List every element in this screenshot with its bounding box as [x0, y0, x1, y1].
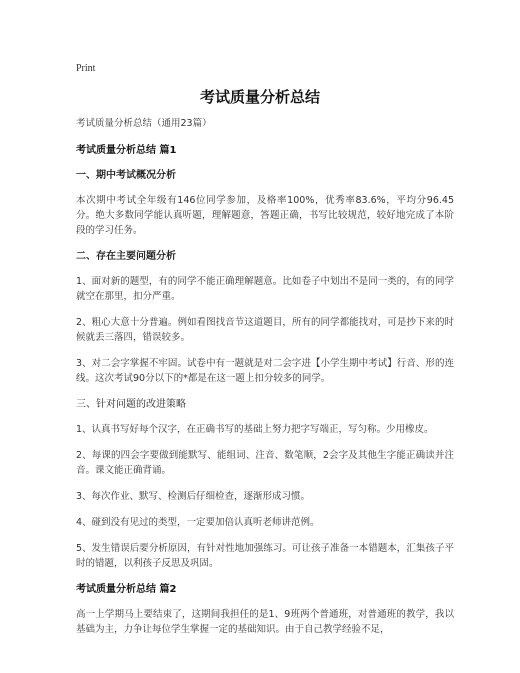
article-1-heading: 考试质量分析总结 篇1 [76, 145, 177, 156]
article-2-heading: 考试质量分析总结 篇2 [76, 584, 177, 595]
strategy-item: 1、认真书写好每个汉字，在正确书写的基础上努力把字写端正，写匀称。少用橡皮。 [76, 424, 434, 435]
strategy-item: 2、每课的四会字要做到能默写、能组词、注音、数笔顺，2会字及其他生字能正确读并注音。课文能正确背诵。 [76, 450, 454, 476]
article-2-paragraph: 高一上学期马上要结束了，这期间我担任的是1、9班两个普通班，对普通班的教学，我以基础为主，力争让每位学生掌握一定的基础知识。由于自己教学经验不足， [76, 609, 454, 635]
problem-item: 3、对二会字掌握不牢固。试卷中有一题就是对二会字进【小学生期中考试】行音、形的连线。这次考试90分以下的*都是在这一题上扣分较多的同学。 [76, 358, 454, 384]
strategy-item: 5、发生错误后要分析原因，有针对性地加强练习。可让孩子准备一本错题本，汇集孩子平时的错题，以利孩子反思及巩固。 [76, 543, 454, 569]
article-subtitle: 考试质量分析总结（通用23篇） [76, 118, 212, 129]
strategy-item: 3、每次作业、默写、检测后仔细检查，逐渐形成习惯。 [76, 491, 311, 502]
problem-item: 1、面对新的题型，有的同学不能正确理解题意。比如卷子中划出不是同一类的，有的同学就空在那里，扣分严重。 [76, 276, 454, 302]
article-body [76, 116, 454, 648]
problem-item: 2、粗心大意十分普遍。例如看图找音节这道题目，所有的同学都能找对，可是抄下来的时候就丢三落四，错误较多。 [76, 317, 454, 343]
section-1-paragraph: 本次期中考试全年级有146位同学参加，及格率100%，优秀率83.6%，平均分96.45分。绝大多数同学能认真听题，理解题意，答题正确，书写比较规范，较好地完成了本阶段的学习任务。 [76, 195, 454, 236]
strategy-item: 4、碰到没有见过的类型，一定要加倍认真听老师讲范例。 [76, 517, 320, 528]
section-3-title: 三、针对问题的改进策略 [76, 399, 186, 410]
print-link[interactable]: Print [76, 63, 96, 74]
section-1-title: 一、期中考试概况分析 [76, 170, 176, 181]
section-2-title: 二、存在主要问题分析 [76, 251, 176, 262]
page-title: 考试质量分析总结 [199, 88, 320, 106]
